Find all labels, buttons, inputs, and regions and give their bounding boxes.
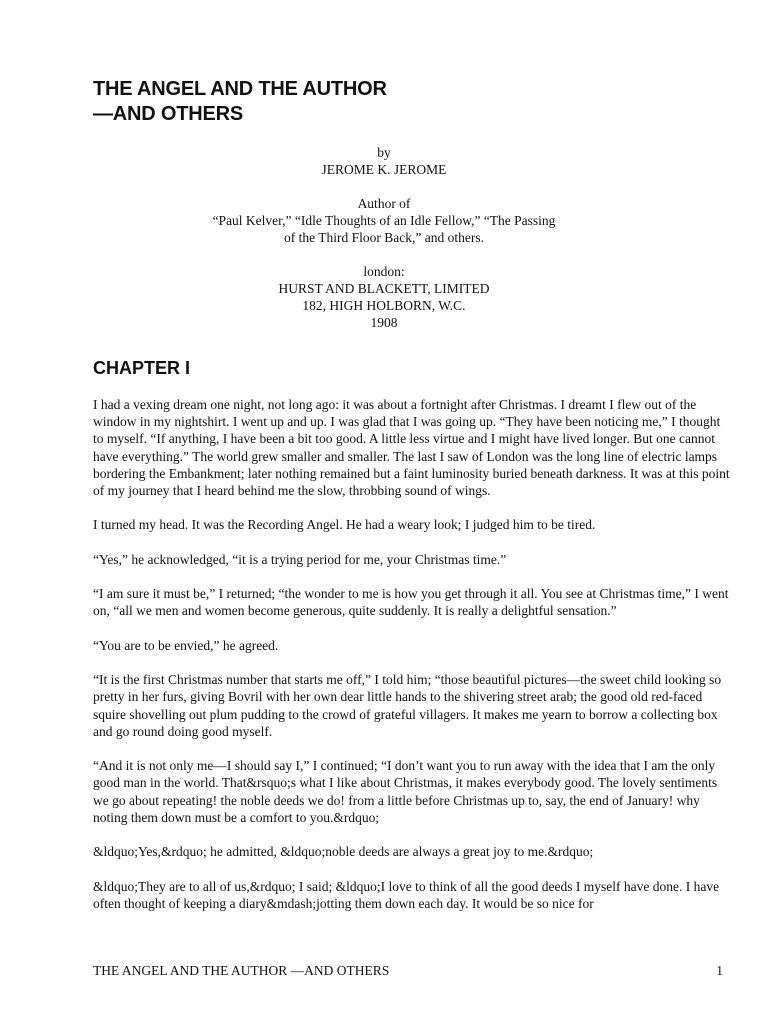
chapter-body bbox=[93, 396, 733, 929]
by-label: by bbox=[377, 145, 391, 160]
running-title: THE ANGEL AND THE AUTHOR —AND OTHERS bbox=[93, 963, 390, 978]
publisher-name: HURST AND BLACKETT, LIMITED bbox=[278, 281, 490, 296]
chapter-heading: CHAPTER I bbox=[93, 358, 191, 378]
book-title bbox=[93, 77, 387, 127]
byline-block bbox=[93, 144, 675, 178]
book-title-line-1: THE ANGEL AND THE AUTHOR bbox=[93, 78, 387, 100]
works-line-2: of the Third Floor Back,” and others. bbox=[284, 230, 484, 245]
publication-place: london: bbox=[363, 264, 405, 279]
paragraph: “You are to be envied,” he agreed. bbox=[93, 637, 279, 653]
page-footer bbox=[93, 962, 723, 979]
book-title-line-2: —AND OTHERS bbox=[93, 103, 244, 125]
paragraph: “Yes,” he acknowledged, “it is a trying period for me, your Christmas time.” bbox=[93, 551, 507, 567]
paragraph: &ldquo;Yes,&rdquo; he admitted, &ldquo;noble deeds are always a great joy to me.&rdquo; bbox=[93, 844, 594, 860]
paragraph: “And it is not only me—I should say I,” I continued; “I don’t want you to run away with the idea that I am the only good man in the world. That&rsquo;s what I like about Christmas, it makes everybody good. The lovely sentiments we go about repeating! the noble deeds we do! from a little before Christmas up to, say, the end of January! why noting them down must be a comfort to you.&rdquo; bbox=[93, 758, 718, 825]
author-name: JEROME K. JEROME bbox=[321, 162, 447, 177]
publication-year: 1908 bbox=[370, 315, 398, 330]
page-number: 1 bbox=[716, 963, 723, 978]
paragraph: I turned my head. It was the Recording Angel. He had a weary look; I judged him to be tired. bbox=[93, 517, 596, 533]
paragraph: “It is the first Christmas number that starts me off,” I told him; “those beautiful pictures—the sweet child looking so pretty in her furs, giving Bovril with her own dear little hands to the shivering street arab; the good old red-faced squire shovelling out plum pudding to the crowd of grateful villagers. It makes me yearn to borrow a collecting box and go round doing good myself. bbox=[93, 672, 722, 739]
author-of-label: Author of bbox=[357, 196, 411, 211]
paragraph: &ldquo;They are to all of us,&rdquo; I said; &ldquo;I love to think of all the good deeds I myself have done. I have often thought of keeping a diary&mdash;jotting them down each day. It would be so nice for bbox=[93, 878, 720, 911]
works-line-1: “Paul Kelver,” “Idle Thoughts of an Idle Fellow,” “The Passing bbox=[212, 213, 556, 228]
publisher-address: 182, HIGH HOLBORN, W.C. bbox=[302, 298, 466, 313]
paragraph: “I am sure it must be,” I returned; “the wonder to me is how you get through it all. You see at Christmas time,” I went on, “all we men and women become generous, quite suddenly. It is really a delightful sensation.” bbox=[93, 586, 729, 619]
publisher-block bbox=[93, 263, 675, 331]
author-of-block bbox=[93, 195, 675, 246]
paragraph: I had a vexing dream one night, not long ago: it was about a fortnight after Christmas. I dreamt I flew out of the window in my nightshirt. I went up and up. I was glad that I was going up. “They have been noticing me,” I thought to myself. “If anything, I have been a bit too good. A little less virtue and I might have lived longer. But one cannot have everything.” The world grew smaller and smaller. The last I saw of London was the long line of electric lamps bordering the Embankment; later nothing remained but a faint luminosity buried beneath darkness. It was at this point of my journey that I heard behind me the slow, throbbing sound of wings. bbox=[93, 397, 730, 499]
